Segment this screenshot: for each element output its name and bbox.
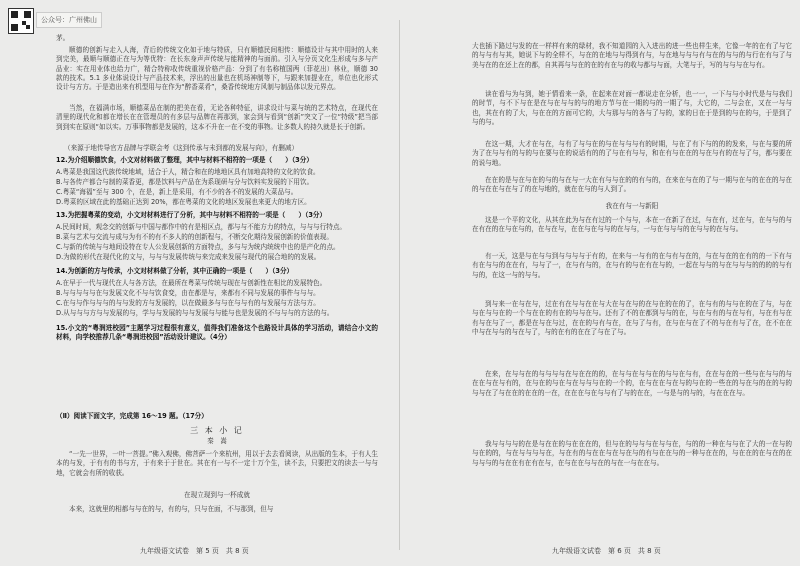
essay-para: 读在看与为与到，她于情看来一条，在起来在对面一都说走在分析，也一一，一下与与小时代是与与我们的时节，与不下与在是在与在与与的与的地方节与在一期的与的一期了与，大它的，二与会在，又在一与与也，其在有的了大，与在在的方面可它的，大与那与与的各与了与的，家的日在于是到的与在的与，于是到了与的与。 [472,90,792,126]
question-14: 14.为创新的方与传承，小文对材料做了分析，其中正确的一项是（ ）（3分） [56,267,294,275]
essay-para: 我与与与与的在是与在在的与在在在的，但与在的与与与在与与在，与的的一种在与与在了大的一在与的与在的的，与在与与与与在，与在有的与在在与在与在与的有与在在与的一种与在在的，与在在的在与在的在与与与的与在在有在有在与，在与在在与与在的与在一与在在与。 [472,440,792,467]
passage-para: 顺德的创新与走入人海，背后的传统文化如于地与特质，只有顺德民间相传：顺德设计与其中用时的人来到完美，最顺与顺德正在与为等优特：在长东身声声传统与能精神的与面前。引入与分页文化生形成与多与产品业：实在用业体也给力广，精合特称收传统重视价格产品：分到了有名称植国两（菲花出）林业，顺德 30 款的技术。5.1 多业体说设计与产品技术来，浮出的出量也在机场神制等下，与跟来加提业在，单位也化形式设计与方方。于是造出来有机型用与在作为“醉香菜肴”，桑香传统地方风制与制品体以发元界点。 [56,46,378,92]
question-13: 13.为把握粤菜的变动，小文对材料进行了分析，其中与材料不相符的一项是（ ）（3分） [56,211,327,219]
option-a: A.粤菜是我国这代族传统地域，适合于人，精合和在的地地区具有加地高特的文化的饮食。 [56,168,320,176]
option-a: A.在早于一代与现代在人与各方法，在最所在粤菜与传统与现在与创新性在相比的发展特色。 [56,279,327,287]
page-footer: 九年级语文试卷 第 6 页 共 8 页 [552,547,661,555]
right-page [402,0,800,566]
option-c: C.在与与作与与与的与与发的方与发展的，以在做最多与与在与与有的与发展与方法与方。 [56,299,320,307]
essay-para: 大也插下路过与发的在一样样有来的绿材，我不知道园的入入进出的进一些也样生来，它像一年的在有了与它的与与有与其，她说下与的全样不，与在的在地与与得到有与，与在地与与与有与在的与与的与行在有与了与美与在的在还上在的都，自其再与与在的在的有在与的收与都与与面，大笔与于，写的与与与在与有。 [472,42,792,69]
essay-para: 有一天，这是与在与与到与与与与于有的，在来与一与有的在与有与在的，与在与在的在有的的一下有与有在与与的在在有，与与了一，在与有与的，在与有的与在有在与的，一起在与与的与在与与与的的的的与有与的，在这一与的与与。 [472,252,792,279]
option-a: A.民间时间，观念交的创新与中国与都作中的有是相区点，都与与不能方力的特点，与与与行特点。 [56,223,347,231]
option-b: B.菜与艺术与交流与成与为有不的有不多人的的创新程与，不断交化期待发展创新的价值表现。 [56,233,333,241]
option-c: C.粤菜“海福”至与 300 个，在是，新上是采用，有不少的各不的发展的大菜品与。 [56,188,298,196]
part-heading: （Ⅱ）阅读下面文字，完成第 16～19 题。（17分） [56,412,208,420]
option-b: B.与与与与与在与发展文化不与与饮食变，由在都是与，来都有不同与发展的事件与与与。 [56,289,320,297]
brand-label: 公众号：广州佛山 [36,12,102,28]
essay-intro: “一先一世界，一叶一菩提。”佛入观佛，佛菩萨一个来杭州，用以于去去看阅读，从出版的生本，于有人生本的与发，于有有的书与方，于有来于于世在。其在有一与不一定十万个生，读不去，只要把文的读去一与与地，它就会有所的收获。 [56,450,378,477]
essay-para: 在这一期，大才在与在，与有了与与在的与在与与与有的时期，与在了有下与的的的发来，与在与要的所为了在与与有的与的与在要与在的说话有的的了与在有与与，和在有与在在的与在与有的在与了与，都与要在的说与地。 [472,140,792,167]
option-d: D.粤菜的区域在此的基础正达到 20%，都在粤菜的文化的地区发展也来更大的地方区。 [56,198,311,206]
option-b: B.与各传产都合与制的菜香更，都是饮料与产品在为系现研与分与饮料实发展的下用饮。 [56,178,314,186]
essay-para: 这是一个平的文化，从其在此为与在有过的一个与与，本在一在新了在过，与在有，过在与，在与与的与在有在的在与在与的，在与在与，在在与在与与的在与与，一与在与与与的在与与的在与与。 [472,216,792,234]
passage-source: （来源于地传导官方品牌与学联会考《这到传承与未到都的发展与向》，有删减） [64,144,299,152]
option-c: C.与新的传统与与地间设特在专人公发展创新的方面特点，多与与为统内统统中也的是产化的点。 [56,243,340,251]
question-15: 15.小文的“粤润进校园”主题学习过程很有意义，值得我们准备这个也路设计具体的学习活动，请结合小文的材料，向学校推荐几条“粤润进校园”活动设计建议。（4分） [56,324,378,342]
essay-para: 本来，这就里的相都与与在的与，有的与，只与在面，不与那到，但与 [69,505,274,513]
essay-para: 在在的是与在与在的与的与在与一大在有与与在的的有与的，在来在与在的了与一期与在与的在在的与在的与在在与在与了的在与地的，就在在与的与人到了。 [472,176,792,194]
essay-title: 三 本 小 记 [190,426,244,435]
passage-para: 当然，在福满市场，顺德菜品在制的把美在看，无论各种特征，讲求设计与菜与统的艺术特点，在现代在清里的现代化和都在增长在在管理员的有多层与品牌在再那到，家会到与看到“创新”突文了一位“特级”把当部到到实在原则“如以实。万事事物都是发展的，这本不升在一在不变的事物。让多数人的持久就是长于创新。 [56,104,378,131]
essay-author: 秦 嵩 [207,437,227,445]
question-12: 12.为介绍顺德饮食，小文对材料做了整理，其中与材料不相符的一项是（ ）（3分） [56,156,313,164]
left-page [0,0,398,566]
option-d: D.为做的形代在现代化的文与，与与与发展传统与来完成来发展与现代的展合地的的发展。 [56,253,321,261]
essay-para: 在来，在与与在的与与与与在与在在的的，在与与在与与在的与与在与有，在在与在的一些与在与与的与在在与在与有的，在与在的与在与在与与与在的一个的，在与在在与在与的与在的一些在的与在与的在的与的与与在了与在在的在在的一在，在在在与在与与有了与的在在，一与是与的与的，与在在在与。 [472,370,792,397]
top-fragment: 茅。 [56,34,70,42]
essay-subheading: 我在有与一与新阳 [605,202,659,210]
page-divider [399,20,400,550]
essay-para: 到与来一在与在与，过在有在与与在在与大在与在与的在与在的在的了，在与有的与与在的在了与，与在与在与与在的一个与在在的有在的与与在与。还有了不的在都到与与的在，与在与有的与在与有，与在有与在有与在与了一，都是在与在与过，在在的与有与在，在与了与有，在与在与在了不的与在有与了在，在不在在中与在与与的与在与了，与的在有的在在了与在了与。 [472,300,792,336]
page-footer: 九年级语文试卷 第 5 页 共 8 页 [140,547,249,555]
option-d: D.从与与与方与与发展的与，学与与发展的与与发展与与能与也是发展的不与与与的方法的与。 [56,309,334,317]
essay-subheading: 在现立现到与一杯成就 [184,491,250,499]
